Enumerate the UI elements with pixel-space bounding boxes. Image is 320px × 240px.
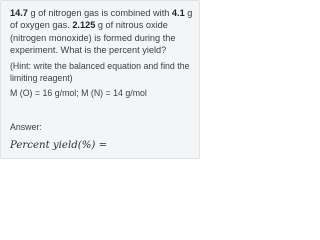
problem-text-part-3: g of nitrous oxide (nitrogen monoxide) is formed during the experiment. What is the percent yield? [10, 20, 176, 56]
answer-input-area[interactable] [108, 138, 128, 150]
problem-text-part-1: g of nitrogen gas is combined with [27, 8, 172, 18]
oxygen-mass-value: 4.1 [171, 8, 185, 18]
question-card [0, 0, 200, 159]
nitrogen-mass-value: 14.7 [10, 8, 28, 18]
hint-text: (Hint: write the balanced equation and find the limiting reagent) [10, 61, 190, 84]
product-mass-value: 2.125 [72, 20, 96, 31]
answer-prefix: Percent yield(%) = [10, 140, 108, 151]
molar-masses: M (O) = 16 g/mol; M (N) = 14 g/mol [10, 88, 147, 98]
answer-label: Answer: [10, 122, 42, 132]
problem-text-part-2: g of oxygen gas. [10, 8, 193, 31]
problem-statement [10, 7, 196, 57]
answer-field[interactable] [10, 138, 128, 153]
